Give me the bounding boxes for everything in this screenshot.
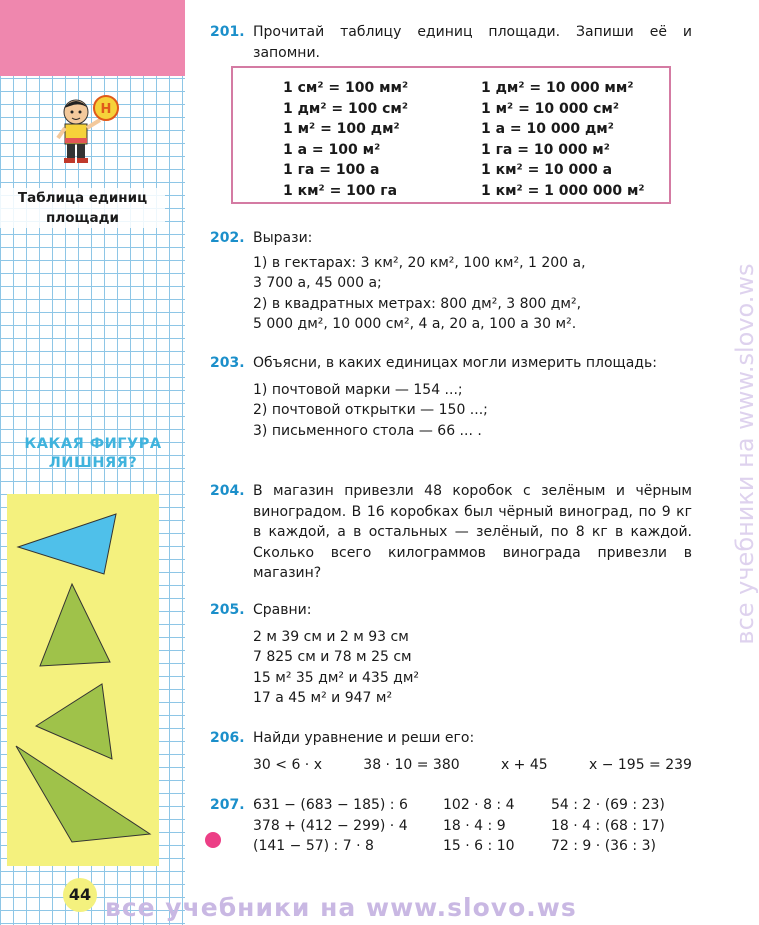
unit-row: 1 дм² = 100 см² [283, 100, 408, 117]
list-item: 1) почтовой марки — 154 ...; [253, 381, 463, 398]
list-item: 17 а 45 м² и 947 м² [253, 690, 393, 706]
list-item: 5 000 дм², 10 000 см², 4 а, 20 а, 100 а 30 м². [253, 316, 577, 332]
expression: (141 − 57) : 7 · 8 [253, 838, 374, 854]
expressions-col-3 [551, 795, 665, 857]
triangle-green-3 [16, 746, 150, 842]
exercise-number: 207. [210, 797, 245, 813]
watermark-bottom: все учебники на www.slovo.ws [105, 893, 577, 922]
equation-option: 30 < 6 · x [253, 756, 322, 773]
exercise-items [253, 253, 692, 335]
exercise-items [253, 627, 692, 709]
unit-row: 1 а = 100 м² [283, 141, 381, 158]
unit-row: 1 га = 100 а [283, 162, 380, 178]
exercise-203 [200, 353, 692, 441]
list-item: 3 700 а, 45 000 а; [253, 275, 382, 291]
expressions-grid [253, 795, 692, 857]
exercise-text: Сравни: [253, 602, 312, 618]
expression: 54 : 2 · (69 : 23) [551, 797, 665, 813]
list-item: 2) почтовой открытки — 150 ...; [253, 402, 488, 418]
area-units-table [231, 66, 671, 204]
exercise-205 [200, 600, 692, 709]
exercise-204 [200, 481, 692, 584]
exercise-207 [200, 795, 692, 857]
expression: 18 · 4 : (68 : 17) [551, 817, 665, 834]
exercise-text: Найди уравнение и реши его: [253, 730, 475, 746]
expressions-col-2 [443, 795, 515, 857]
unit-row: 1 км² = 1 000 000 м² [481, 182, 645, 199]
list-item: 2 м 39 см и 2 м 93 см [253, 628, 409, 645]
exercise-206 [200, 728, 692, 775]
exercise-201 [200, 22, 692, 63]
expression: 18 · 4 : 9 [443, 817, 506, 834]
triangle-green-1 [40, 584, 110, 666]
unit-row: 1 км² = 100 га [283, 182, 398, 199]
exercise-number: 206. [210, 730, 245, 746]
units-right-column [481, 78, 645, 201]
equation-option: x − 195 = 239 [588, 756, 692, 773]
exercise-number: 201. [210, 24, 245, 40]
equation-option: x + 45 [500, 756, 548, 773]
exercise-number: 203. [210, 355, 245, 371]
unit-row: 1 м² = 10 000 см² [481, 100, 619, 117]
unit-row: 1 см² = 100 мм² [283, 80, 409, 96]
exercise-text: В магазин привезли 48 коробок с зелёным и чёрным виноградом. В 16 коробках был чёрный виноград, по 9 кг в каждой, а в остальных — зелёный, по 8 кг в каждой. Сколько всего килограммов винограда привезли в магазин? [253, 483, 692, 581]
pink-header-bar [0, 0, 185, 76]
unit-row: 1 м² = 100 дм² [283, 121, 400, 137]
exercise-number: 205. [210, 602, 245, 618]
unit-row: 1 км² = 10 000 а [481, 162, 613, 178]
unit-row: 1 дм² = 10 000 мм² [481, 80, 634, 96]
character-badge-letter: Н [100, 102, 112, 117]
unit-row: 1 га = 10 000 м² [481, 141, 610, 158]
expression: 378 + (412 − 299) · 4 [253, 817, 408, 834]
expression: 15 · 6 : 10 [443, 838, 515, 854]
exercise-items [253, 380, 692, 442]
exercise-202 [200, 228, 692, 335]
exercise-number: 204. [210, 483, 245, 499]
exercise-text: Объясни, в каких единицах могли измерить площадь: [253, 355, 657, 371]
units-left-column [283, 78, 408, 201]
unit-row: 1 а = 10 000 дм² [481, 121, 614, 137]
triangle-green-2 [36, 684, 112, 759]
page-number: 44 [63, 878, 97, 912]
exercise-text: Вырази: [253, 230, 313, 246]
expression: 631 − (683 − 185) : 6 [253, 797, 408, 813]
expression: 72 : 9 · (36 : 3) [551, 838, 656, 854]
triangles-shapes [0, 494, 165, 866]
equation-option: 38 · 10 = 380 [363, 756, 460, 773]
triangle-blue [18, 514, 116, 574]
exercise-text: Прочитай таблицу единиц площади. Запиши её и запомни. [253, 24, 692, 61]
list-item: 15 м² 35 дм² и 435 дм² [253, 669, 420, 686]
exercise-number: 202. [210, 230, 245, 246]
difficulty-marker-dot [205, 832, 221, 848]
sidebar-topic-label: Таблица единиц площади [0, 188, 165, 228]
expressions-col-1 [253, 795, 408, 857]
list-item: 3) письменного стола — 66 ... . [253, 422, 482, 439]
equation-options [253, 755, 692, 776]
watermark-side: все учебники на www.slovo.ws [731, 263, 759, 645]
boy-character-illustration [40, 90, 130, 175]
list-item: 2) в квадратных метрах: 800 дм², 3 800 дм², [253, 295, 582, 312]
sidebar-puzzle-heading: КАКАЯ ФИГУРА ЛИШНЯЯ? [24, 436, 162, 471]
expression: 102 · 8 : 4 [443, 797, 515, 813]
list-item: 1) в гектарах: 3 км², 20 км², 100 км², 1 200 а, [253, 254, 586, 271]
list-item: 7 825 см и 78 м 25 см [253, 649, 412, 665]
